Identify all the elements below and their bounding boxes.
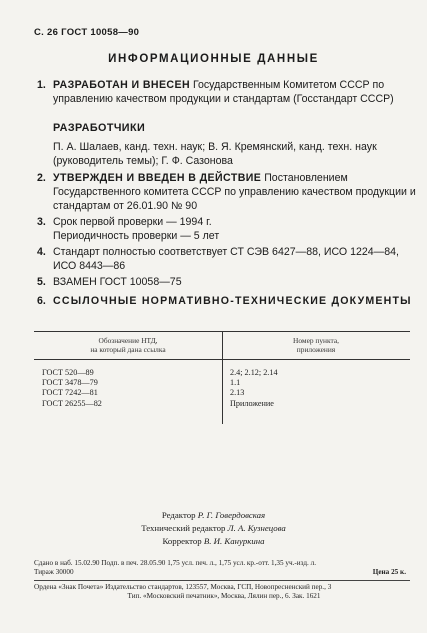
- developers-text: П. А. Шалаев, канд. техн. наук; В. Я. Кремянский, канд. техн. наук (руководитель темы); Г. Ф. Сазонова: [53, 141, 377, 167]
- imprint-line: [34, 568, 414, 577]
- item-number: 1.: [37, 79, 46, 91]
- item-number: 3.: [37, 216, 46, 228]
- table-cell: ГОСТ 7242—81: [42, 388, 98, 398]
- table-cell: 2.13: [230, 388, 245, 398]
- item-heading: РАЗРАБОТАН И ВНЕСЕН: [53, 79, 190, 91]
- col1-header: Обозначение НТД, на который дана ссылка: [90, 336, 166, 354]
- section-title: ИНФОРМАЦИОННЫЕ ДАННЫЕ: [108, 53, 319, 65]
- imprint-divider: [34, 580, 410, 581]
- item-number: 5.: [37, 276, 46, 288]
- item-number: 6.: [37, 295, 46, 307]
- print-run: Тираж 30000: [34, 568, 74, 576]
- table-cell: ГОСТ 3478—79: [42, 378, 98, 388]
- table-col-refs: [230, 368, 278, 409]
- table-cell: ГОСТ 26255—82: [42, 398, 102, 408]
- item-heading: УТВЕРЖДЕН И ВВЕДЕН В ДЕЙСТВИЕ: [53, 172, 262, 184]
- table-column-divider: [222, 331, 223, 424]
- item-number: 4.: [37, 246, 46, 258]
- col2-header: Номер пункта, приложения: [293, 336, 339, 354]
- publisher-details: [34, 583, 414, 601]
- imprint-details: [34, 559, 414, 577]
- table-cell: 2.4; 2.12; 2.14: [230, 368, 278, 377]
- item-text: Стандарт полностью соответствует СТ СЭВ 6427—88, ИСО 1224—84, ИСО 8443—86: [53, 246, 399, 272]
- imprint-line: Сдано в наб. 15.02.90 Подп. в печ. 28.05.90 1,75 усл. печ. л., 1,75 усл. кр.-отт. 1,35 уч.-изд. л.: [34, 559, 316, 567]
- item-text: ССЫЛОЧНЫЕ НОРМАТИВНО-ТЕХНИЧЕСКИЕ ДОКУМЕНТЫ: [53, 295, 412, 307]
- table-cell: Приложение: [230, 398, 274, 408]
- developers-heading: РАЗРАБОТЧИКИ: [53, 122, 146, 134]
- credit-tech-editor: Технический редактор Л. А. Кузнецова: [141, 523, 286, 533]
- item-text: ВЗАМЕН ГОСТ 10058—75: [53, 276, 182, 288]
- printer-line: Тип. «Московский печатник», Москва, Лялин пер., 6. Зак. 1621: [127, 592, 321, 600]
- price: Цена 25 к.: [372, 568, 406, 576]
- item-text: Государственным Комитетом СССР по управлению качеством продукции и стандартам (Госстандарт СССР): [53, 79, 394, 105]
- credit-proofreader: Корректор В. И. Кануркина: [162, 536, 265, 546]
- table-cell: 1.1: [230, 378, 241, 388]
- table-cell: ГОСТ 520—89: [42, 368, 94, 377]
- page-header: С. 26 ГОСТ 10058—90: [34, 27, 140, 38]
- credits: [0, 509, 427, 548]
- credit-editor: Редактор Р. Г. Говердовская: [161, 510, 266, 520]
- item-number: 2.: [37, 172, 46, 184]
- publisher-line: Ордена «Знак Почета» Издательство стандартов, 123557, Москва, ГСП, Новопресненский пер., 3: [34, 583, 332, 591]
- item-line: Периодичность проверки — 5 лет: [53, 230, 220, 242]
- table-col-docs: [42, 368, 102, 409]
- item-line: Срок первой проверки — 1994 г.: [53, 216, 212, 228]
- item-text: Постановлением Государственного комитета СССР по управлению качеством продукции и стандартам от 26.01.90 № 90: [53, 172, 416, 212]
